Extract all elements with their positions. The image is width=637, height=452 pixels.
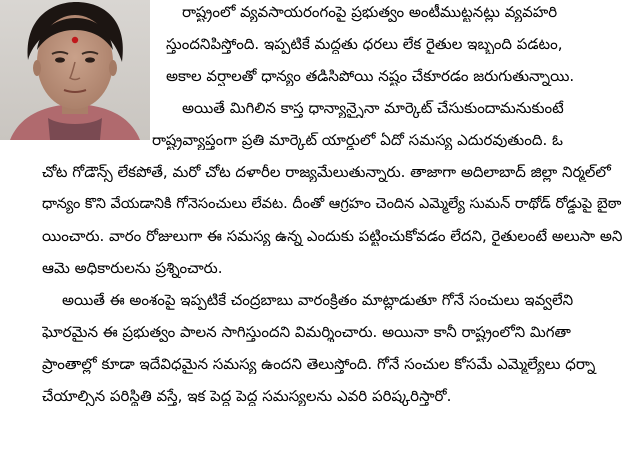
article-line: ఘోరమైన ఈ ప్రభుత్వం పాలన సాగిస్తుందని విమర్శించారు. అయినా కానీ రాష్ట్రంలోని మిగతా [42, 323, 571, 341]
article-line: ప్రాంతాల్లో కూడా ఇదేవిధమైన సమస్య ఉందని తెలుస్తోంది. గోనే సంచుల కోసమే ఎమ్మెల్యేలు ధర్నా [42, 355, 596, 373]
article-line: అకాల వర్షాలతో ధాన్యం తడిసిపోయి నష్టం చేకూరడం జరుగుతున్నాయి. [166, 67, 575, 85]
article-line: అయితే ఈ అంశంపై ఇప్పటికే చంద్రబాబు వారంక్రితం మాట్లాడుతూ గోనే సంచులు ఇవ్వలేని [62, 291, 574, 309]
article-line: ధాన్యం కొని వేయడానికి గోనెసంచులు లేవట. దీంతో ఆగ్రహం చెందిన ఎమ్మెల్యే సుమన్ రాథోడ్ రోడ్డుపై బైఠా [42, 196, 622, 212]
article-line: చేయాల్సిన పరిస్థితి వస్తే, ఇక పెద్ద పెద్ద సమస్యలను ఎవరి పరిష్కరిస్తారో. [42, 387, 452, 405]
article-line: ఆమె అధికారులను ప్రశ్నించారు. [42, 259, 223, 277]
article-line: స్తుందనిపిస్తోంది. ఇప్పటికే మద్దతు ధరలు లేక రైతుల ఇబ్బంది పడటం, [166, 35, 563, 53]
portrait-photo [0, 0, 150, 140]
article-line: అయితే మిగిలిన కాస్త ధాన్యాన్నైనా మార్కెట్ చేసుకుందామనుకుంటే [182, 99, 564, 117]
article-line: చోట గోడౌన్స్ లేకపోతే, మరో చోట దళారీల రాజ్యమేలుతున్నారు. తాజాగా అదిలాబాద్ జిల్లా నిర్మల్‌లో [42, 163, 611, 181]
article-line: రాష్ట్రంలో వ్యవసాయరంగంపై ప్రభుత్వం అంటీముట్టనట్లు వ్యవహరి [182, 3, 558, 21]
article-line: రాష్ట్రవ్యాప్తంగా ప్రతి మార్కెట్ యార్డులో ఏదో సమస్య ఎదురవుతుంది. ఓ [152, 131, 563, 149]
article-line: యించారు. వారం రోజులుగా ఈ సమస్య ఉన్న ఎందుకు పట్టించుకోవడం లేదని, రైతులంటే అలుసా అని [42, 227, 623, 245]
portrait-image [0, 0, 150, 140]
